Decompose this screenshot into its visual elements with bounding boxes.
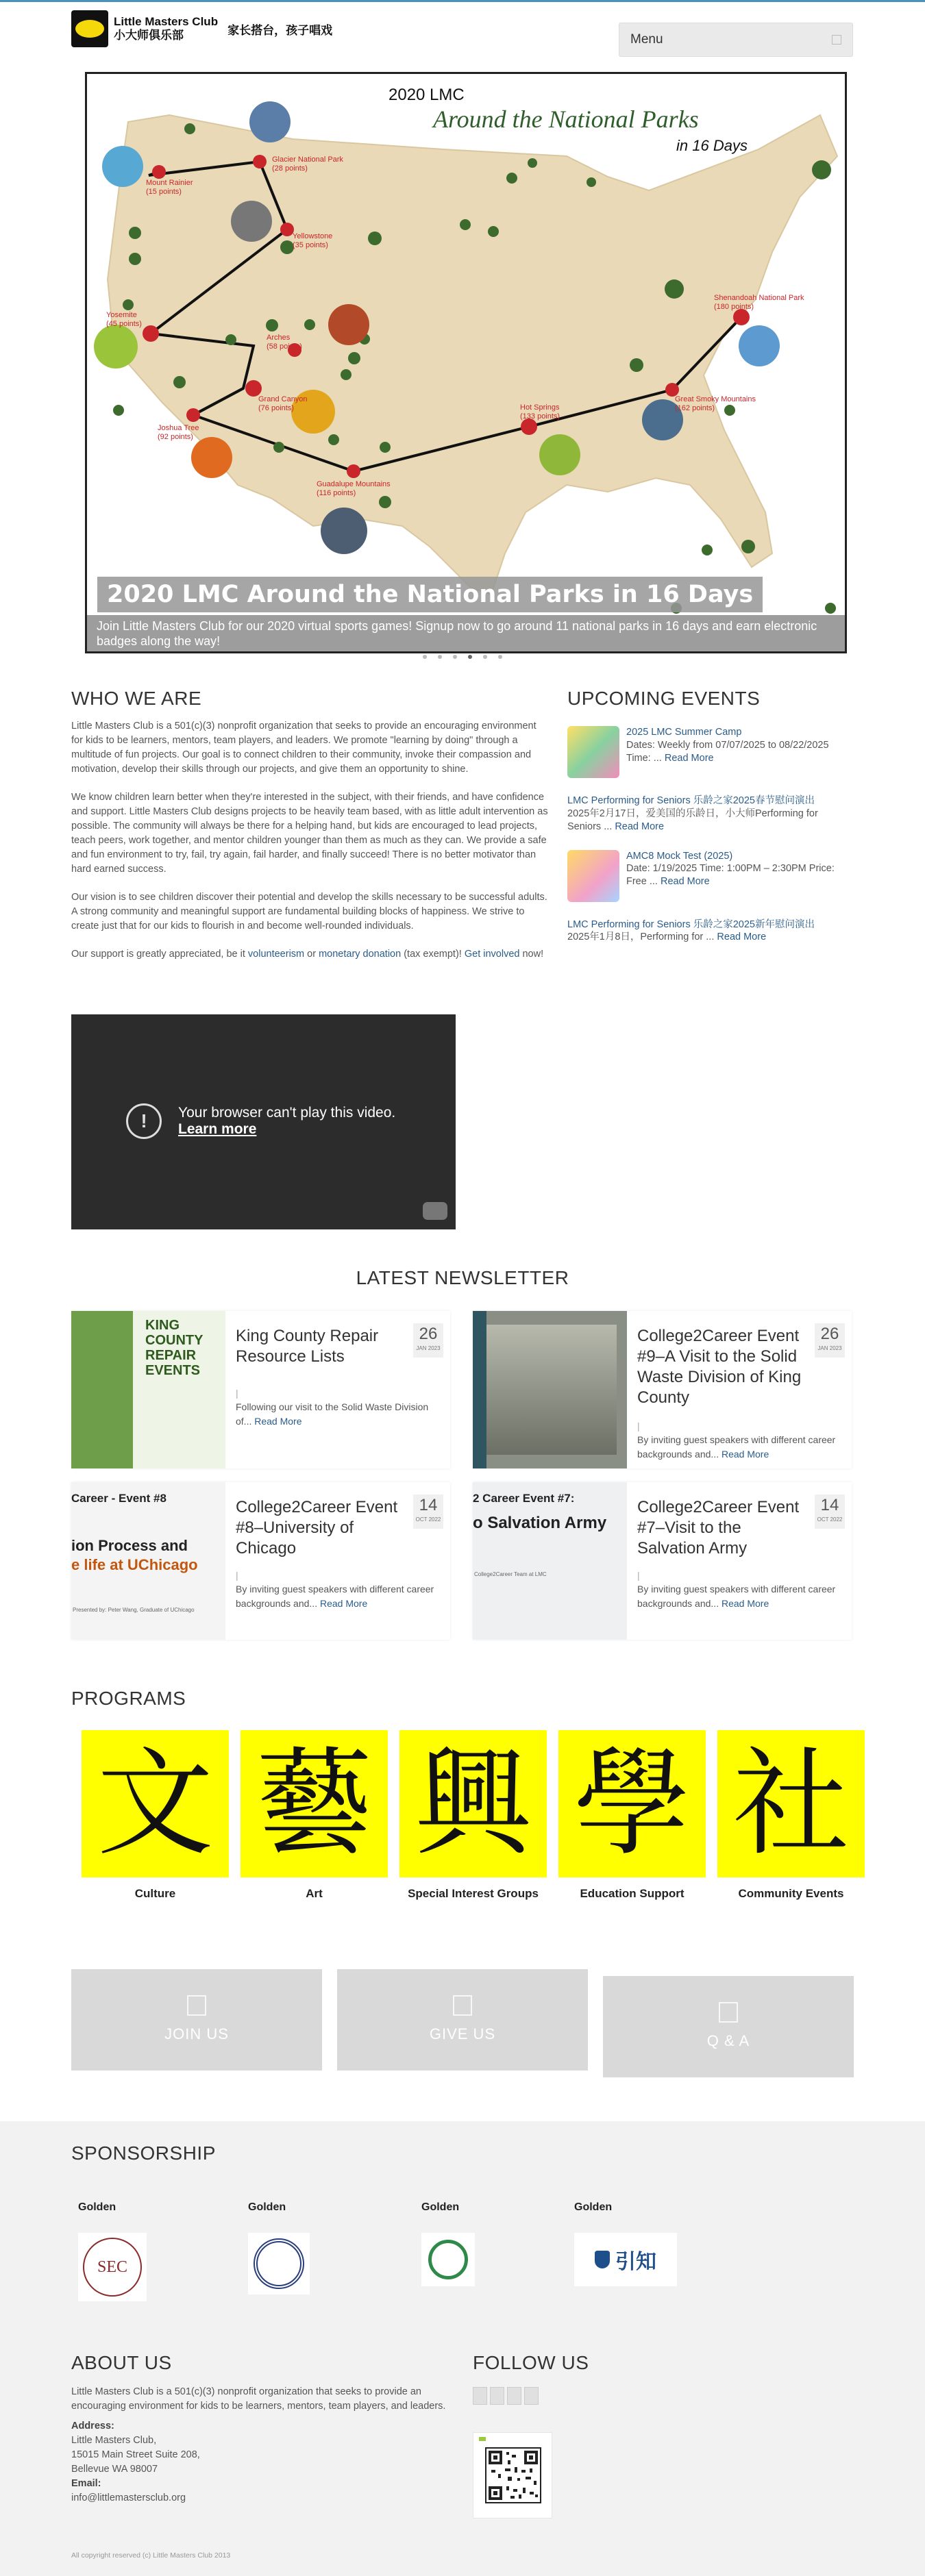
newsletter-image-text-4: Presented by: Peter Wang, Graduate of UChicago bbox=[73, 1607, 195, 1613]
newsletter-image[interactable] bbox=[71, 1482, 225, 1640]
event-read-more[interactable]: Read More bbox=[664, 752, 714, 764]
newsletter-excerpt: | By inviting guest speakers with different career backgrounds and... Read More bbox=[637, 1570, 836, 1609]
community-glyph-icon: 社 bbox=[732, 1736, 850, 1872]
event-item bbox=[567, 918, 854, 945]
program-label[interactable]: Community Events bbox=[738, 1887, 844, 1900]
support-text-d: now! bbox=[519, 949, 544, 960]
sponsor-item bbox=[78, 2201, 147, 2301]
newsletter-image-text-2: o Salvation Army bbox=[473, 1514, 607, 1532]
newsletter-title[interactable]: King County Repair Resource Lists bbox=[236, 1327, 379, 1366]
sponsor-logo[interactable] bbox=[248, 2233, 310, 2294]
newsletter-image[interactable] bbox=[473, 1311, 627, 1468]
event-desc: 2025年1月8日，Performing for ... bbox=[567, 931, 717, 943]
who-paragraph-2: We know children learn better when they're interested in the subject, with their friends, and have confidence and support. Little Masters Club designs projects to be heavily team based, with as little adult intervention as possible. The community will always be there for a helping hand, but kids are encouraged to lead projects, teach peers, work together, and mentor children younger than them as much as they can. We provide a safe and fun environment to try, fail, try again, fail harder, and finally succeed! There is no better motivator than hard earned success. bbox=[71, 792, 548, 875]
program-education-support[interactable] bbox=[558, 1730, 706, 1901]
shield-logo-icon bbox=[595, 2251, 610, 2268]
logo-slogan: 家长搭台，孩子唱戏 bbox=[227, 23, 333, 38]
newsletter-image-text: Career - Event #8 bbox=[71, 1492, 166, 1505]
excerpt-text: By inviting guest speakers with different career backgrounds and... bbox=[637, 1434, 836, 1460]
newsletter-read-more[interactable]: Read More bbox=[721, 1597, 769, 1609]
park-label: Yosemite bbox=[106, 311, 137, 319]
program-art[interactable] bbox=[241, 1730, 388, 1901]
date-month: JAN 2023 bbox=[416, 1345, 441, 1351]
event-title-link[interactable]: LMC Performing for Seniors 乐龄之家2025春节慰问演出 bbox=[567, 795, 815, 806]
site-header bbox=[0, 2, 925, 58]
give-us-button[interactable] bbox=[337, 1969, 588, 2071]
menu-label: Menu bbox=[630, 32, 663, 47]
sponsor-logo[interactable] bbox=[78, 2233, 147, 2301]
event-desc: Dates: Weekly from 07/07/2025 to 08/22/2025 Time: ... bbox=[626, 739, 829, 764]
program-special-interest-groups[interactable] bbox=[399, 1730, 547, 1901]
video-error bbox=[126, 1103, 395, 1139]
about-text: Little Masters Club is a 501(c)(3) nonprofit organization that seeks to provide an encouraging environment for kids to be learners, mentors, team players, and leaders. bbox=[71, 2386, 446, 2412]
about-heading-wrap bbox=[71, 2352, 172, 2374]
footer-band bbox=[0, 2121, 925, 2576]
logo-name-zh: 小大师俱乐部 bbox=[114, 29, 184, 42]
newsletter-excerpt: | Following our visit to the Solid Waste Division of... Read More bbox=[236, 1388, 429, 1427]
newsletter-date-badge bbox=[413, 1323, 443, 1358]
youtube-logo-icon[interactable] bbox=[423, 1202, 447, 1220]
newsletter-image-text-3: College2Career Team at LMC bbox=[474, 1571, 547, 1577]
who-paragraph-1: Little Masters Club is a 501(c)(3) nonprofit organization that seeks to provide an encouraging environment for kids to be learners, mentors, team players, and leaders. We promote "learning by doing" through a multitude of fun projects. Our goal is to connect children to their community, invoke their compassion and motivation, develop their skills through our projects, and give them an opportunity to shine. bbox=[71, 721, 536, 775]
upcoming-events-section bbox=[567, 688, 854, 944]
newsletter-date-badge bbox=[413, 1495, 443, 1529]
give-icon bbox=[453, 1995, 472, 2016]
who-paragraph-4 bbox=[71, 947, 549, 962]
newsletter-card[interactable] bbox=[71, 1482, 450, 1640]
park-points: (35 points) bbox=[293, 241, 328, 249]
sponsor-item bbox=[248, 2201, 310, 2294]
national-parks-map bbox=[87, 74, 845, 651]
who-paragraph-3: Our vision is to see children discover their potential and develop the skills necessary to be successful adults. A strong community and meaningful support are fundamental building blocks of happiness. We strive to create just that for our kids to flourish in and become well-rounded individuals. bbox=[71, 892, 547, 932]
video-learn-more-link[interactable]: Learn more bbox=[178, 1121, 257, 1137]
event-item bbox=[567, 850, 854, 902]
park-label: Great Smoky Mountains bbox=[675, 395, 756, 403]
sponsorship-heading-wrap bbox=[71, 2142, 216, 2164]
event-item bbox=[567, 726, 854, 778]
social-icons bbox=[473, 2387, 539, 2405]
qa-icon bbox=[719, 2002, 738, 2023]
join-us-label: JOIN US bbox=[164, 2025, 229, 2042]
newsletter-read-more[interactable]: Read More bbox=[721, 1448, 769, 1460]
sponsor-level: Golden bbox=[574, 2201, 613, 2213]
newsletter-image-text: KING COUNTY REPAIR EVENTS bbox=[145, 1318, 204, 1378]
culture-glyph-icon: 文 bbox=[97, 1736, 214, 1872]
sponsorship-heading: SPONSORSHIP bbox=[71, 2142, 216, 2164]
sponsor-level: Golden bbox=[421, 2201, 460, 2213]
sponsor-logo[interactable] bbox=[421, 2233, 475, 2286]
date-month: OCT 2022 bbox=[415, 1516, 441, 1523]
follow-heading: FOLLOW US bbox=[473, 2352, 589, 2373]
green-seal-logo-icon bbox=[428, 2240, 468, 2279]
hero-slideshow[interactable] bbox=[85, 72, 847, 653]
qa-button[interactable] bbox=[603, 1976, 854, 2077]
program-tile[interactable] bbox=[558, 1730, 706, 1877]
newsletter-excerpt: | By inviting guest speakers with different career backgrounds and... Read More bbox=[236, 1570, 434, 1609]
park-label: Guadalupe Mountains bbox=[317, 480, 391, 488]
newsletter-read-more[interactable]: Read More bbox=[319, 1597, 368, 1609]
facebook-icon[interactable] bbox=[473, 2387, 487, 2405]
slide-dot[interactable] bbox=[423, 655, 427, 659]
qa-label: Q & A bbox=[706, 2032, 750, 2049]
map-title: 2020 LMC bbox=[388, 86, 465, 104]
date-month: JAN 2023 bbox=[817, 1345, 842, 1351]
event-read-more[interactable]: Read More bbox=[660, 876, 710, 888]
event-read-more[interactable]: Read More bbox=[717, 931, 767, 943]
sponsor-level: Golden bbox=[248, 2201, 286, 2213]
program-culture[interactable] bbox=[82, 1730, 229, 1901]
program-label[interactable]: Culture bbox=[134, 1887, 176, 1900]
programs-heading: PROGRAMS bbox=[71, 1688, 186, 1709]
newsletter-date-badge bbox=[815, 1495, 845, 1529]
program-tile[interactable] bbox=[82, 1730, 229, 1877]
newsletter-read-more[interactable]: Read More bbox=[254, 1415, 302, 1427]
program-tile[interactable] bbox=[399, 1730, 547, 1877]
map-days: in 16 Days bbox=[676, 137, 748, 154]
park-points: (28 points) bbox=[272, 164, 308, 173]
email-label: Email: bbox=[71, 2478, 101, 2490]
upcoming-events-heading: UPCOMING EVENTS bbox=[567, 688, 761, 709]
video-error-message: Your browser can't play this video. bbox=[178, 1105, 396, 1121]
who-we-are-heading: WHO WE ARE bbox=[71, 688, 202, 709]
twitter-icon[interactable] bbox=[490, 2387, 504, 2405]
volunteerism-link[interactable]: volunteerism bbox=[247, 949, 305, 960]
slide-dot[interactable] bbox=[498, 655, 502, 659]
support-text-c: (tax exempt)! bbox=[401, 949, 465, 960]
park-points: (92 points) bbox=[158, 433, 193, 441]
about-section bbox=[71, 2385, 455, 2505]
menu-toggle-icon bbox=[832, 35, 841, 45]
date-day: 14 bbox=[820, 1496, 839, 1514]
newsletter-title[interactable]: College2Career Event #8–University of Chicago bbox=[236, 1498, 398, 1558]
sponsor-item bbox=[421, 2201, 475, 2286]
program-tile[interactable] bbox=[717, 1730, 865, 1877]
program-tile[interactable] bbox=[241, 1730, 388, 1877]
event-title-link[interactable]: 2025 LMC Summer Camp bbox=[626, 727, 742, 738]
error-exclamation-icon: ! bbox=[126, 1103, 162, 1139]
interest-glyph-icon: 興 bbox=[415, 1736, 532, 1872]
program-label[interactable]: Education Support bbox=[580, 1887, 684, 1900]
newsletter-title[interactable]: College2Career Event #9–A Visit to the Solid Waste Division of King County bbox=[637, 1327, 802, 1407]
video-player[interactable] bbox=[71, 1014, 456, 1229]
park-label: Arches bbox=[267, 334, 291, 342]
newsletter-card[interactable] bbox=[473, 1311, 852, 1468]
logo-name-en: Little Masters Club bbox=[114, 15, 219, 29]
sponsor-item bbox=[574, 2201, 677, 2286]
slide-dot[interactable] bbox=[453, 655, 457, 659]
seal-logo-icon bbox=[254, 2238, 304, 2289]
event-thumbnail[interactable] bbox=[567, 850, 619, 902]
address-label: Address: bbox=[71, 2421, 114, 2432]
slide-dot[interactable] bbox=[468, 655, 472, 659]
logo-badge-icon bbox=[71, 10, 108, 47]
art-glyph-icon: 藝 bbox=[256, 1736, 373, 1872]
who-we-are-section bbox=[71, 688, 549, 962]
donation-link[interactable]: monetary donation bbox=[319, 949, 402, 960]
follow-heading-wrap bbox=[473, 2352, 589, 2374]
park-points: (45 points) bbox=[106, 320, 142, 328]
get-involved-link[interactable]: Get involved bbox=[464, 949, 520, 960]
park-points: (162 points) bbox=[675, 404, 715, 412]
yinzhi-logo-text: 引知 bbox=[615, 2250, 656, 2274]
program-label[interactable]: Art bbox=[306, 1887, 323, 1900]
date-day: 14 bbox=[419, 1496, 438, 1514]
programs-heading-wrap bbox=[71, 1688, 186, 1710]
excerpt-text: Following our visit to the Solid Waste Division of... bbox=[236, 1401, 429, 1427]
map-subtitle: Around the National Parks bbox=[433, 105, 699, 133]
newsletter-image-text-3: e life at UChicago bbox=[71, 1556, 198, 1573]
park-label: Shenandoah National Park bbox=[714, 294, 804, 302]
newsletter-image[interactable] bbox=[71, 1311, 225, 1468]
education-glyph-icon: 學 bbox=[574, 1736, 691, 1872]
slide-pagination bbox=[0, 655, 925, 659]
event-item bbox=[567, 795, 854, 834]
newsletter-title[interactable]: College2Career Event #7–Visit to the Salvation Army bbox=[637, 1498, 800, 1558]
join-us-button[interactable] bbox=[71, 1969, 322, 2071]
date-day: 26 bbox=[419, 1325, 438, 1343]
park-label: Mount Rainier bbox=[146, 179, 193, 187]
slide-caption-title: 2020 LMC Around the National Parks in 16 Days bbox=[97, 577, 763, 612]
slide-caption-text: Join Little Masters Club for our 2020 virtual sports games! Signup now to go around 11 national parks in 16 days and earn electronic badges along the way! bbox=[87, 615, 845, 652]
newsletter-heading-wrap bbox=[0, 1267, 925, 1289]
event-title-link[interactable]: AMC8 Mock Test (2025) bbox=[626, 850, 733, 862]
event-thumbnail[interactable] bbox=[567, 726, 619, 778]
excerpt-text: By inviting guest speakers with different career backgrounds and... bbox=[236, 1584, 434, 1609]
give-us-label: GIVE US bbox=[429, 2025, 496, 2042]
program-label[interactable]: Special Interest Groups bbox=[408, 1887, 539, 1900]
park-label: Joshua Tree bbox=[158, 424, 199, 432]
park-label: Glacier National Park bbox=[272, 155, 343, 164]
address-line-2: 15015 Main Street Suite 208, bbox=[71, 2449, 200, 2461]
site-logo[interactable] bbox=[71, 10, 332, 47]
sponsor-level: Golden bbox=[78, 2201, 116, 2213]
support-text-a: Our support is greatly appreciated, be it bbox=[71, 949, 248, 960]
date-month: OCT 2022 bbox=[817, 1516, 843, 1523]
sponsor-logo[interactable] bbox=[574, 2233, 677, 2286]
sec-logo-text: SEC bbox=[83, 2238, 142, 2297]
newsletter-heading: LATEST NEWSLETTER bbox=[356, 1267, 569, 1288]
email-link[interactable]: info@littlemastersclub.org bbox=[71, 2492, 186, 2504]
copyright-text: All copyright reserved (c) Little Masters Club 2013 bbox=[71, 2551, 231, 2560]
park-label: Grand Canyon bbox=[258, 395, 308, 403]
support-text-b: or bbox=[304, 949, 319, 960]
park-label: Hot Springs bbox=[520, 403, 560, 412]
park-points: (58 points) bbox=[267, 342, 302, 351]
event-desc: 2025年2月17日，爱美国的乐龄日，小大师Performing for Seniors ... bbox=[567, 808, 818, 832]
address-line-1: Little Masters Club, bbox=[71, 2435, 157, 2447]
join-icon bbox=[187, 1995, 206, 2016]
event-title-link[interactable]: LMC Performing for Seniors 乐龄之家2025新年慰问演出 bbox=[567, 918, 815, 930]
park-points: (76 points) bbox=[258, 404, 294, 412]
wechat-qr-code bbox=[473, 2432, 552, 2518]
email-icon[interactable] bbox=[524, 2387, 539, 2405]
slide-dot[interactable] bbox=[483, 655, 487, 659]
park-points: (133 points) bbox=[520, 412, 560, 421]
newsletter-image-text-2: ion Process and bbox=[71, 1537, 188, 1554]
newsletter-image-text: 2 Career Event #7: bbox=[473, 1492, 575, 1505]
about-heading: ABOUT US bbox=[71, 2352, 172, 2373]
park-points: (180 points) bbox=[714, 303, 754, 311]
wechat-icon[interactable] bbox=[507, 2387, 521, 2405]
park-points: (116 points) bbox=[317, 489, 356, 497]
newsletter-image[interactable] bbox=[473, 1482, 627, 1640]
newsletter-card[interactable] bbox=[473, 1482, 852, 1640]
excerpt-text: By inviting guest speakers with different career backgrounds and... bbox=[637, 1584, 836, 1609]
newsletter-card[interactable] bbox=[71, 1311, 450, 1468]
park-points: (15 points) bbox=[146, 188, 182, 196]
newsletter-excerpt: | By inviting guest speakers with different career backgrounds and... Read More bbox=[637, 1421, 836, 1460]
address-line-3: Bellevue WA 98007 bbox=[71, 2464, 158, 2475]
event-read-more[interactable]: Read More bbox=[615, 821, 665, 832]
menu-button[interactable] bbox=[619, 23, 853, 57]
program-community-events[interactable] bbox=[717, 1730, 865, 1901]
slide-dot[interactable] bbox=[438, 655, 442, 659]
park-label: Yellowstone bbox=[293, 232, 333, 240]
newsletter-date-badge bbox=[815, 1323, 845, 1358]
event-desc: Date: 1/19/2025 Time: 1:00PM – 2:30PM Price: Free ... bbox=[626, 863, 835, 888]
date-day: 26 bbox=[820, 1325, 839, 1343]
